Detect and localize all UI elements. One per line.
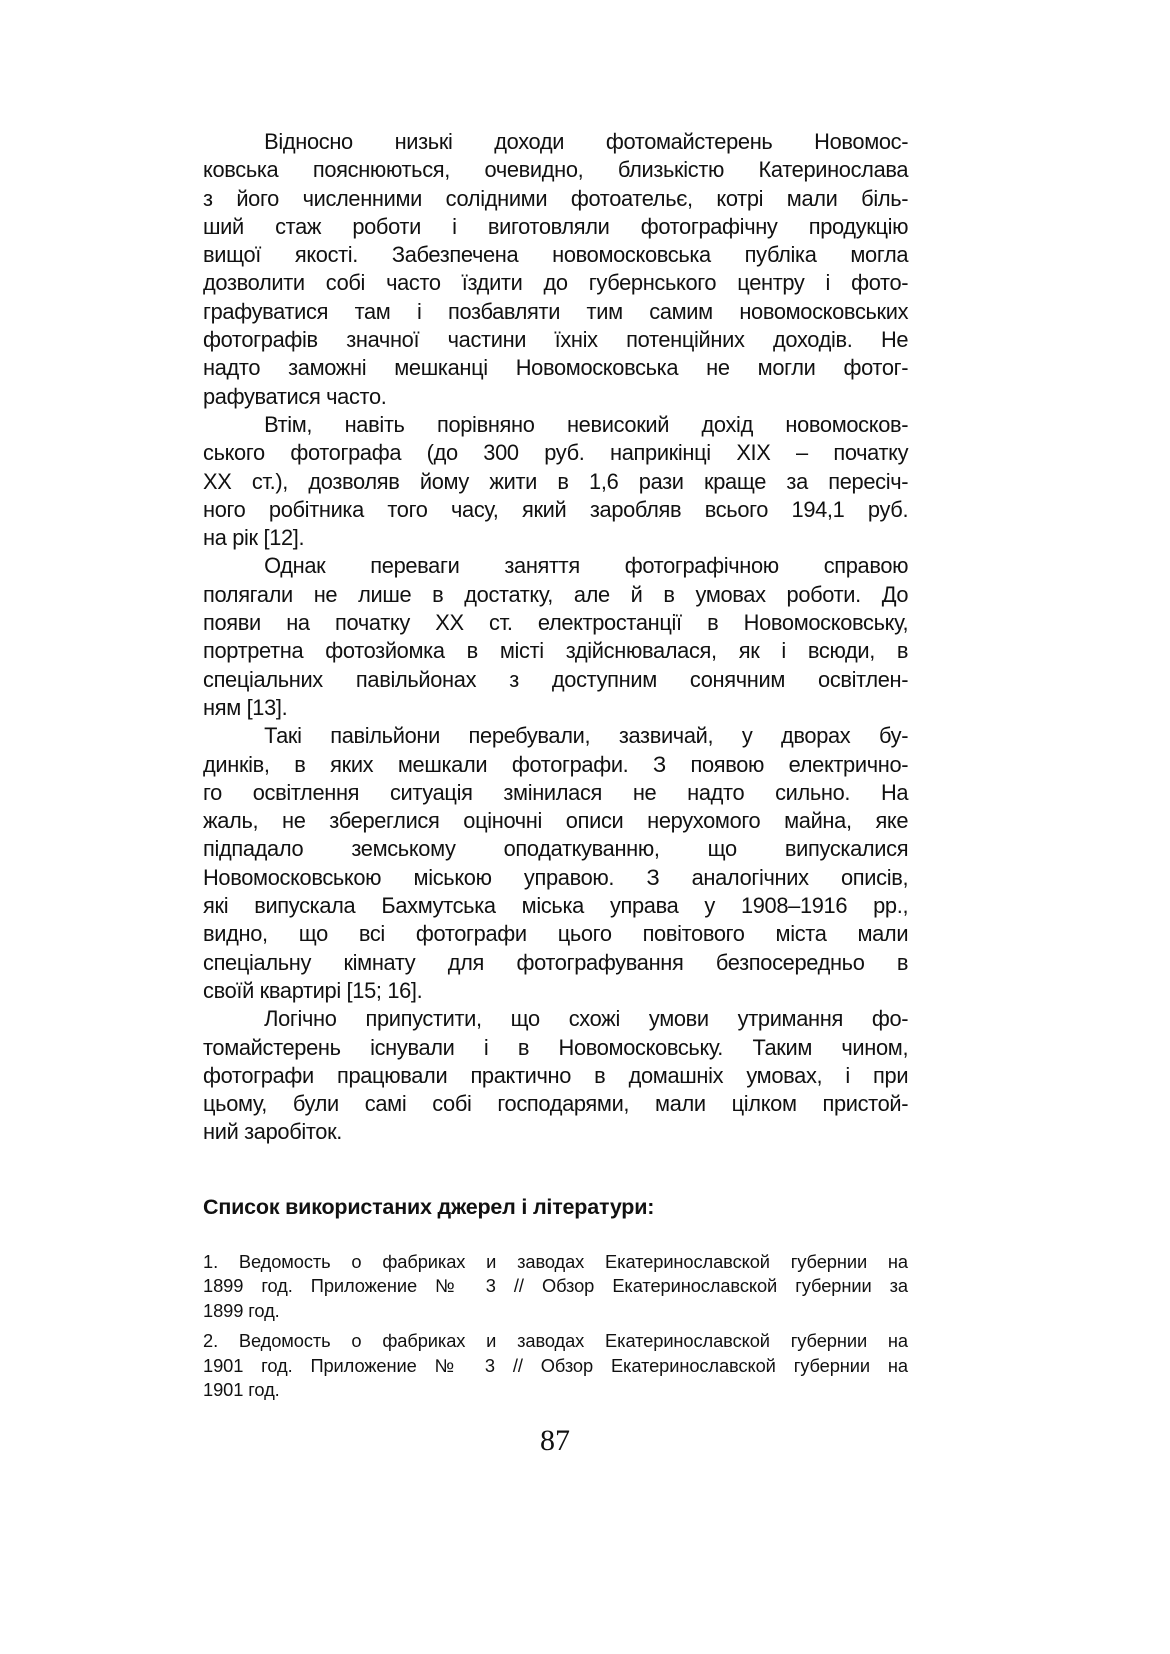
text-line: 2. Ведомость о фабриках и заводах Екатеринославской губернии на bbox=[203, 1330, 908, 1352]
text-line: ковська пояснюються, очевидно, близькістю Катеринослава bbox=[203, 157, 909, 183]
text-line: рафуватися часто. bbox=[203, 383, 387, 409]
text-line: ний заробіток. bbox=[203, 1119, 343, 1145]
page-number: 87 bbox=[540, 1424, 570, 1457]
text-line: динків, в яких мешкали фотографи. З появою електрично- bbox=[203, 751, 909, 777]
text-line: цьому, були самі собі господарями, мали цілком пристой- bbox=[203, 1091, 909, 1117]
text-line: Такі павільйони перебували, зазвичай, у дворах бу- bbox=[264, 723, 909, 749]
text-line: портретна фотозйомка в місті здійснювалася, як і всюди, в bbox=[203, 638, 909, 664]
text-line: появи на початку XX ст. електростанції в Новомосковську, bbox=[203, 610, 909, 636]
text-line: підпадало земському оподаткуванню, що випускалися bbox=[203, 836, 909, 862]
text-line: Однак переваги заняття фотографічною справою bbox=[264, 553, 909, 579]
paragraph-1 bbox=[203, 128, 908, 411]
text-line: 1899 год. bbox=[203, 1299, 280, 1321]
body-text bbox=[203, 128, 908, 1147]
text-line: ший стаж роботи і виготовляли фотографічну продукцію bbox=[203, 213, 909, 239]
text-line: надто заможні мешканці Новомосковська не могли фотог- bbox=[203, 355, 909, 381]
text-line: графуватися там і позбавляти тим самим новомосковських bbox=[203, 298, 909, 324]
paragraph-2 bbox=[203, 411, 908, 552]
paragraph-4 bbox=[203, 722, 908, 1005]
text-line: фотографи працювали практично в домашніх умовах, і при bbox=[203, 1062, 909, 1088]
text-line: го освітлення ситуація змінилася не надто сильно. На bbox=[203, 779, 909, 805]
reference-item-2 bbox=[203, 1329, 908, 1402]
text-line: Новомосковською міською управою. З аналогічних описів, bbox=[203, 864, 909, 890]
text-line: ського фотографа (до 300 руб. наприкінці XIX – початку bbox=[203, 440, 909, 466]
text-line: XX ст.), дозволяв йому жити в 1,6 рази краще за пересіч- bbox=[203, 468, 909, 494]
text-line: своїй квартирі [15; 16]. bbox=[203, 977, 423, 1003]
text-line: видно, що всі фотографи цього повітового міста мали bbox=[203, 921, 909, 947]
text-line: 1901 год. bbox=[203, 1378, 280, 1400]
reference-item-1 bbox=[203, 1250, 908, 1323]
references-heading: Список використаних джерел і літератури: bbox=[203, 1195, 655, 1219]
text-line: спеціальну кімнату для фотографування безпосередньо в bbox=[203, 949, 909, 975]
text-line: 1899 год. Приложение № 3 // Обзор Екатеринославской губернии за bbox=[203, 1275, 908, 1297]
text-line: Відносно низькі доходи фотомайстерень Новомос- bbox=[264, 129, 909, 154]
text-line: Логічно припустити, що схожі умови утримання фо- bbox=[264, 1006, 909, 1032]
text-line: на рік [12]. bbox=[203, 525, 305, 551]
text-line: фотографів значної частини їхніх потенційних доходів. Не bbox=[203, 327, 909, 353]
paragraph-3 bbox=[203, 552, 908, 722]
text-line: 1. Ведомость о фабриках и заводах Екатеринославской губернии на bbox=[203, 1251, 908, 1272]
text-line: спеціальних павільйонах з доступним сонячним освітлен- bbox=[203, 666, 909, 692]
text-line: з його численними солідними фотоательє, котрі мали біль- bbox=[203, 185, 909, 211]
text-line: 1901 год. Приложение № 3 // Обзор Екатеринославской губернии на bbox=[203, 1354, 908, 1376]
text-line: які випускала Бахмутська міська управа у 1908–1916 рр., bbox=[203, 893, 909, 919]
text-line: ням [13]. bbox=[203, 694, 288, 720]
text-line: дозволити собі часто їздити до губернського центру і фото- bbox=[203, 270, 909, 296]
text-line: томайстерень існували і в Новомосковську. Таким чином, bbox=[203, 1034, 909, 1060]
references-list bbox=[203, 1250, 908, 1408]
text-line: полягали не лише в достатку, але й в умовах роботи. До bbox=[203, 581, 909, 607]
text-line: ного робітника того часу, який заробляв всього 194,1 руб. bbox=[203, 496, 909, 522]
paragraph-5 bbox=[203, 1005, 908, 1146]
text-line: Втім, навіть порівняно невисокий дохід новомосков- bbox=[264, 411, 909, 437]
text-line: жаль, не збереглися оціночні описи нерухомого майна, яке bbox=[203, 808, 909, 834]
text-line: вищої якості. Забезпечена новомосковська публіка могла bbox=[203, 242, 909, 268]
